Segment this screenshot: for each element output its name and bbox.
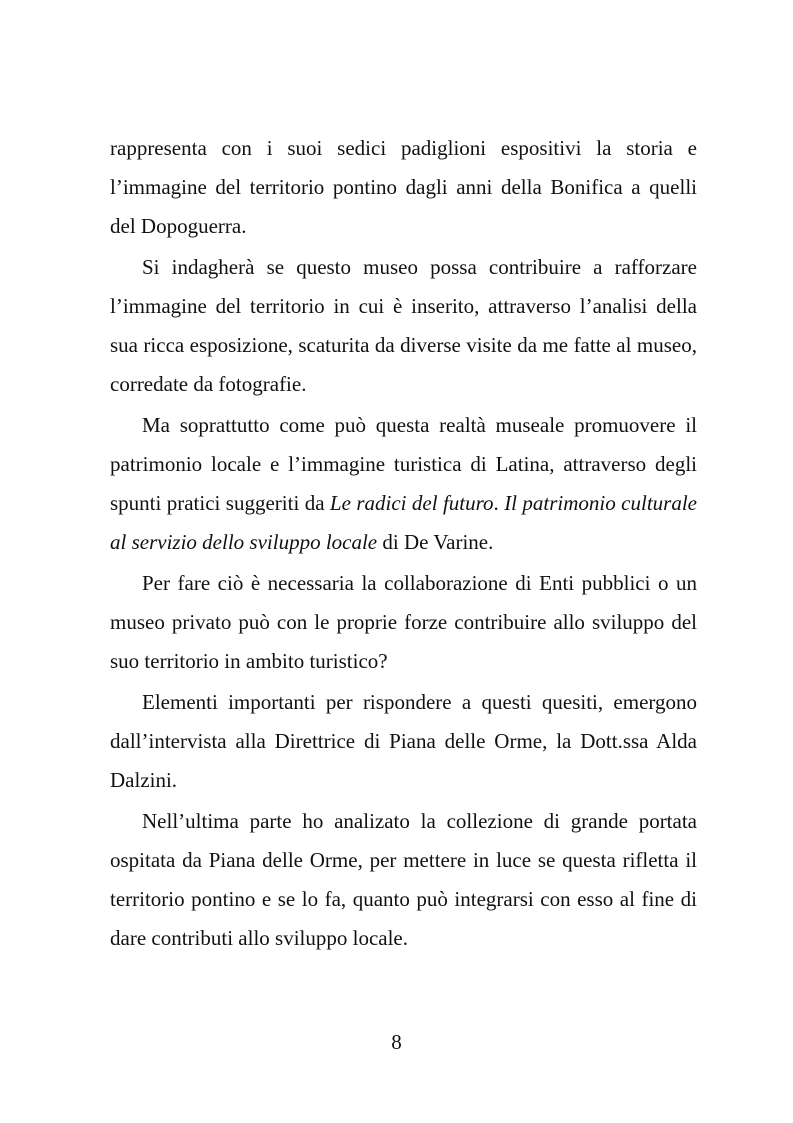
paragraph-promotion-text-2: . xyxy=(493,491,505,515)
paragraph-promotion-text-1: Ma soprattutto come può questa realtà museale promuovere il patrimonio locale e l’immagine turistica di Latina, attraverso degli spunti pratici suggeriti da xyxy=(110,413,697,515)
paragraph-continuation: rappresenta con i suoi sedici padiglioni espositivi la storia e l’immagine del territorio pontino dagli anni della Bonifica a quelli del Dopoguerra. xyxy=(110,136,697,238)
paragraph-promotion-text-3: di De Varine. xyxy=(377,530,494,554)
paragraph-interview: Elementi importanti per rispondere a questi quesiti, emergono dall’intervista alla Direttrice di Piana delle Orme, la Dott.ssa Alda Dalzini. xyxy=(110,690,697,792)
book-title-le-radici: Le radici del futuro xyxy=(329,491,494,515)
body-text xyxy=(110,129,697,958)
book-subtitle-patrimonio: Il patrimonio culturale al servizio dello sviluppo locale xyxy=(110,491,697,554)
paragraph-collaboration: Per fare ciò è necessaria la collaborazione di Enti pubblici o un museo privato può con le proprie forze contribuire allo sviluppo del suo territorio in ambito turistico? xyxy=(110,571,697,673)
paragraph-promotion xyxy=(110,406,697,562)
page-number: 8 xyxy=(391,1030,402,1054)
paragraph-investigation: Si indagherà se questo museo possa contribuire a rafforzare l’immagine del territorio in cui è inserito, attraverso l’analisi della sua ricca esposizione, scaturita da diverse visite da me fatte al museo, corredate da fotografie. xyxy=(110,255,697,396)
paragraph-collection: Nell’ultima parte ho analizato la collezione di grande portata ospitata da Piana delle Orme, per mettere in luce se questa rifletta il territorio pontino e se lo fa, quanto può integrarsi con esso al fine di dare contributi allo sviluppo locale. xyxy=(110,809,697,950)
